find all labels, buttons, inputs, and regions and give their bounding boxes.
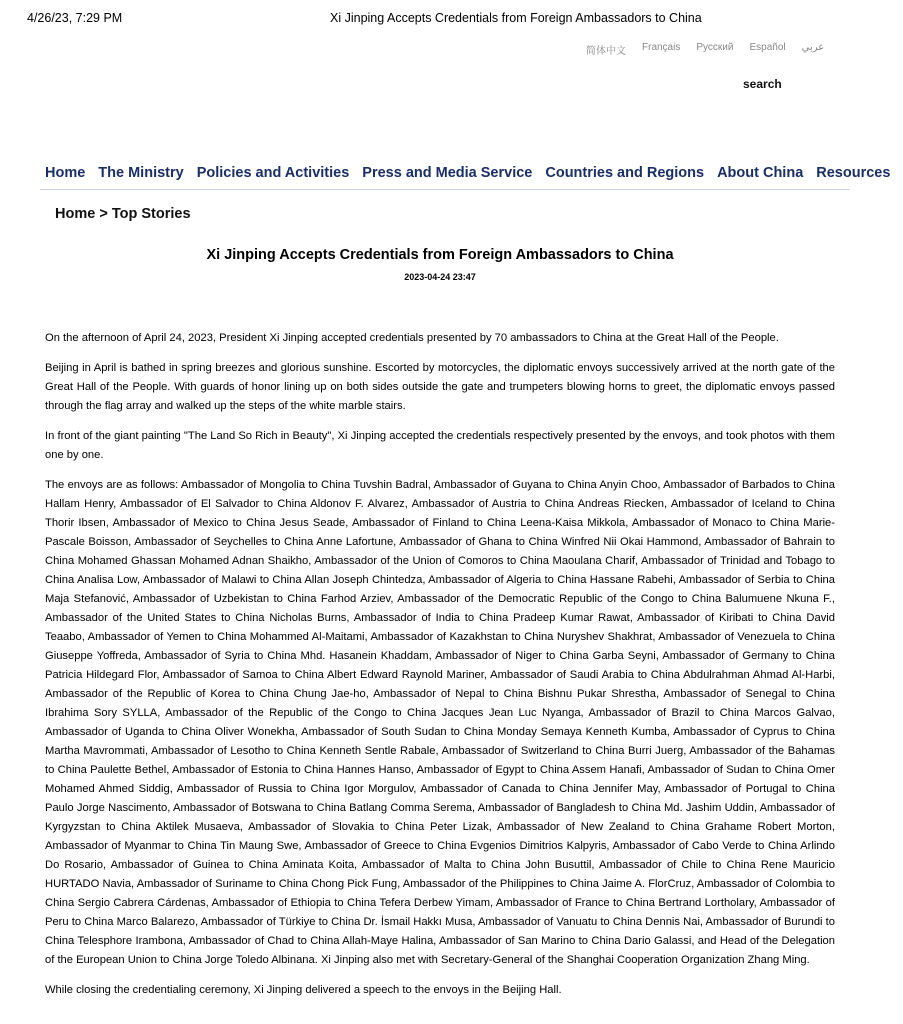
print-datetime: 4/26/23, 7:29 PM — [27, 11, 123, 25]
nav-press-and-media-service[interactable]: Press and Media Service — [362, 165, 533, 181]
article-paragraph: While closing the credentialing ceremony, Xi Jinping delivered a speech to the envoys in the Beijing Hall. — [45, 984, 562, 996]
lang-russian-link[interactable]: Русский — [696, 42, 734, 53]
nav-home[interactable]: Home — [45, 165, 86, 181]
article-paragraph: In front of the giant painting "The Land So Rich in Beauty", Xi Jinping accepted the credentials respectively presented by the envoys, and took photos with them one by one. — [45, 430, 835, 461]
lang-french-link[interactable]: Français — [642, 42, 681, 53]
print-header — [0, 10, 876, 28]
nav-policies-and-activities[interactable]: Policies and Activities — [196, 165, 350, 181]
breadcrumb-top-stories-link[interactable]: Top Stories — [111, 206, 191, 222]
nav-countries-and-regions[interactable]: Countries and Regions — [545, 165, 705, 181]
breadcrumb-home-link[interactable]: Home — [55, 206, 96, 222]
nav-divider — [40, 189, 850, 190]
breadcrumb — [55, 206, 191, 222]
nav-resources[interactable]: Resources — [816, 165, 891, 181]
article-paragraph: On the afternoon of April 24, 2023, President Xi Jinping accepted credentials presented by 70 ambassadors to China at the Great Hall of the People. — [45, 332, 779, 344]
nav-about-china[interactable]: About China — [717, 165, 804, 181]
search-link[interactable]: search — [743, 77, 782, 91]
article-paragraph: Beijing in April is bathed in spring breezes and glorious sunshine. Escorted by motorcycles, the diplomatic envoys successively arrived at the north gate of the Great Hall of the People. With guards of honor lining up on both sides outside the gate and trumpeters blowing horns to greet, the diplomatic envoys passed through the flag array and walked up the steps of the white marble stairs. — [45, 362, 835, 412]
main-nav — [45, 165, 903, 181]
article-date: 2023-04-24 23:47 — [404, 272, 476, 282]
nav-the-ministry[interactable]: The Ministry — [98, 165, 184, 181]
article-body — [45, 329, 835, 1011]
breadcrumb-separator: > — [95, 206, 112, 222]
lang-arabic-link[interactable]: عربي — [801, 42, 825, 53]
article-title: Xi Jinping Accepts Credentials from Foreign Ambassadors to China — [206, 247, 674, 263]
lang-chinese-link[interactable]: 简体中文 — [586, 46, 626, 57]
language-selector — [586, 42, 840, 57]
article-paragraph-envoys-list: The envoys are as follows: Ambassador of Mongolia to China Tuvshin Badral, Ambassador of Guyana to China Anyin Choo, Ambassador of Barbados to China Hallam Henry, Ambassador of El Salvador to China Aldonov F. Alvarez, Ambassador of Austria to China Andreas Riecken, Ambassador of Iceland to China Thorir Ibsen, Ambassador of Mexico to China Jesus Seade, Ambassador of Finland to China Leena-Kaisa Mikkola, Ambassador of Monaco to China Marie-Pascale Boisson, Ambassador of Seychelles to China Anne Lafortune, Ambassador of Ghana to China Winfred Nii Okai Hammond, Ambassador of Bahrain to China Mohamed Ghassan Mohamed Adnan Shaikho, Ambassador of the Union of Comoros to China Maoulana Charif, Ambassador of Trinidad and Tobago to China Analisa Low, Ambassador of Malawi to China Allan Joseph Chintedza, Ambassador of Algeria to China Hassane Rabehi, Ambassador of Serbia to China Maja Stefanović, Ambassador of Uzbekistan to China Farhod Arziev, Ambassador of the Democratic Republic of the Congo to China Balumuene Nkuna F., Ambassador of the United States to China Nicholas Burns, Ambassador of India to China Pradeep Kumar Rawat, Ambassador of Kiribati to China David Teaabo, Ambassador of Yemen to China Mohammed Al-Maitami, Ambassador of Kazakhstan to China Nuryshev Shakhrat, Ambassador of Venezuela to China Giuseppe Yoffreda, Ambassador of Syria to China Mhd. Hasanein Khaddam, Ambassador of Niger to China Garba Seyni, Ambassador of Germany to China Patricia Hildegard Flor, Ambassador of Samoa to China Albert Edward Raynold Mariner, Ambassador of Saudi Arabia to China Abdulrahman Ahmad Al-Harbi, Ambassador of the Republic of Korea to China Chung Jae-ho, Ambassador of Nepal to China Bishnu Pukar Shrestha, Ambassador of Senegal to China Ibrahima Sory SYLLA, Ambassador of the Republic of the Congo to China Jacques Jean Luc Nyanga, Ambassador of Brazil to China Marcos Galvao, Ambassador of Uganda to China Oliver Wonekha, Ambassador of South Sudan to China Monday Semaya Kenneth Kumba, Ambassador of Cyprus to China Martha Mavrommati, Ambassador of Lesotho to China Kenneth Sentle Rabale, Ambassador of Switzerland to China Burri Juerg, Ambassador of the Bahamas to China Paulette Bethel, Ambassador of Estonia to China Hannes Hanso, Ambassador of Egypt to China Assem Hanafi, Ambassador of Sudan to China Omer Mohamed Ahmed Siddig, Ambassador of Russia to China Igor Morgulov, Ambassador of Canada to China Jennifer May, Ambassador of Portugal to China Paulo Jorge Nascimento, Ambassador of Botswana to China Batlang Comma Serema, Ambassador of Bangladesh to China Md. Jashim Uddin, Ambassador of Kyrgyzstan to China Aktilek Musaeva, Ambassador of Slovakia to China Peter Lizak, Ambassador of New Zealand to China Grahame Robert Morton, Ambassador of Myanmar to China Tin Maung Swe, Ambassador of Greece to China Evgenios Dimitrios Kalpyris, Ambassador of Cabo Verde to China Arlindo Do Rosario, Ambassador of Guinea to China Aminata Koita, Ambassador of Malta to China John Busuttil, Ambassador of Chile to China Rene Mauricio HURTADO Navia, Ambassador of Suriname to China Chong Pick Fung, Ambassador of the Philippines to China Jaime A. FlorCruz, Ambassador of Colombia to China Sergio Cabrera Cárdenas, Ambassador of Ethiopia to China Tefera Derbew Yimam, Ambassador of France to China Bertrand Lortholary, Ambassador of Peru to China Marco Balarezo, Ambassador of Türkiye to China Dr. İsmail Hakkı Musa, Ambassador of Vanuatu to China Dennis Nai, Ambassador of Burundi to China Telesphore Irambona, Ambassador of Chad to China Allah-Maye Halina, Ambassador of San Marino to China Dario Galassi, and Head of the Delegation of the European Union to China Jorge Toledo Albinana. Xi Jinping also met with Secretary-General of the Shanghai Cooperation Organization Zhang Ming. — [45, 479, 835, 966]
print-page-title: Xi Jinping Accepts Credentials from Foreign Ambassadors to China — [330, 11, 702, 25]
lang-spanish-link[interactable]: Español — [749, 42, 786, 53]
